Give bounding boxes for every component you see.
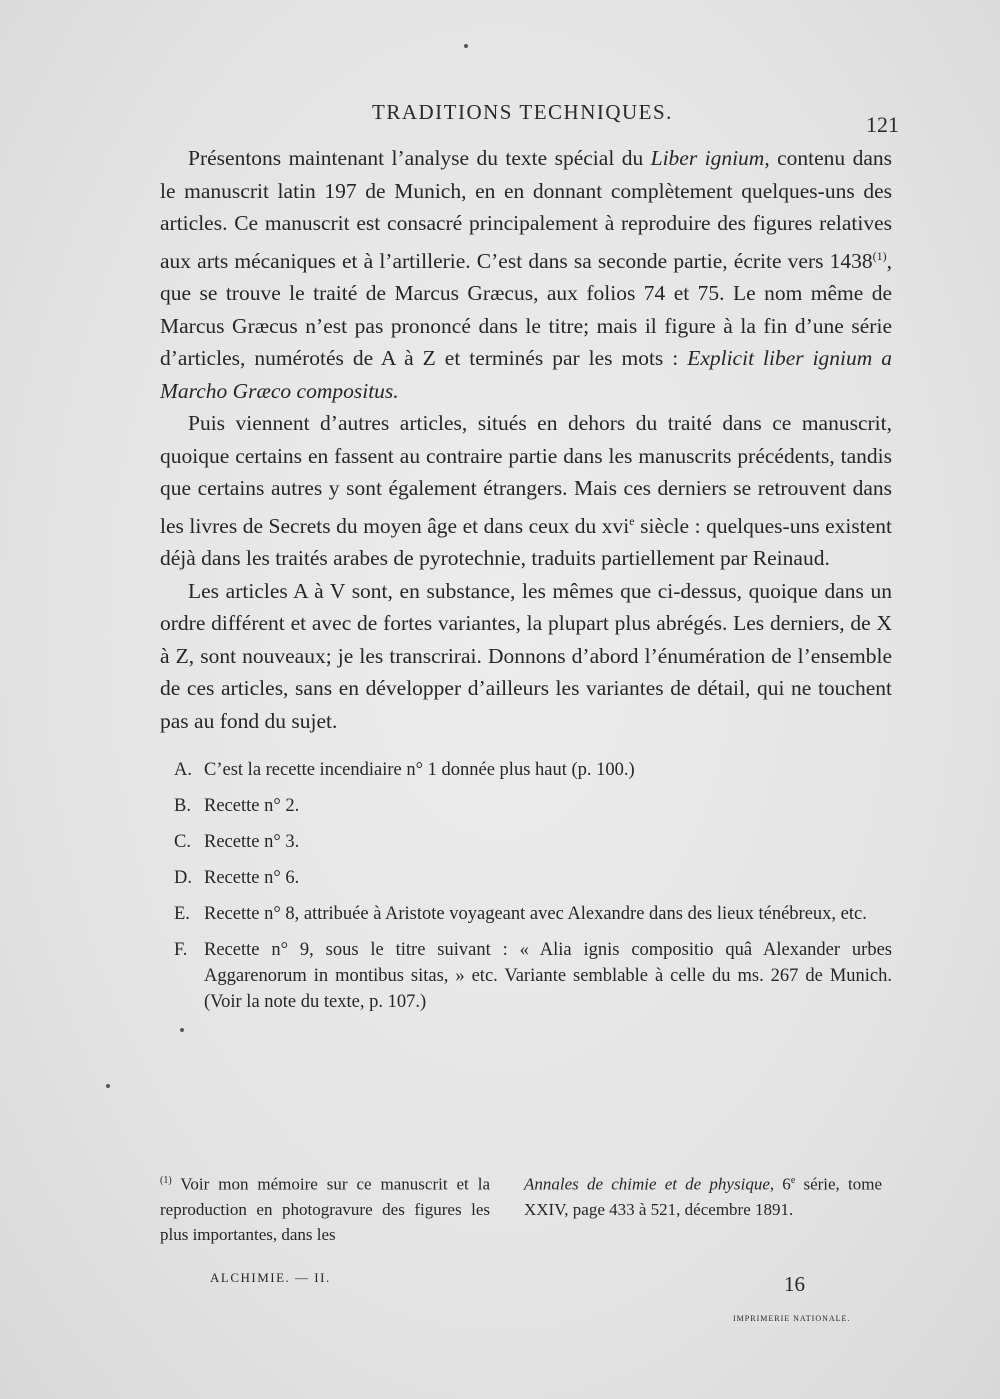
paragraph-2-text-a: Puis viennent d’autres articles, situés en dehors du traité dans ce manuscrit, quoique certains en fassent au contraire partie dans les manuscrits précédents, tandis que certains autres y sont également étrangers. Mais ces derniers se retrouvent dans les livres de Secrets du moyen âge et dans ceux du xvi bbox=[160, 411, 892, 538]
paragraph-3: Les articles A à V sont, en substance, les mêmes que ci-dessus, quoique dans un ordre différent et avec de fortes variantes, la plupart plus abrégés. Les derniers, de X à Z, sont nouveaux; je les transcrirai. Donnons d’abord l’énumération de l’ensemble de ces articles, sans en développer d’ailleurs les variantes de détail, qui ne touchent pas au fond du sujet. bbox=[160, 578, 892, 733]
list-item-letter: C. bbox=[174, 832, 191, 853]
ink-speck bbox=[180, 1028, 184, 1032]
footnote-right-text-a: , 6 bbox=[769, 1174, 791, 1194]
main-text bbox=[160, 142, 892, 1025]
list-item bbox=[160, 757, 892, 783]
list-item-letter: F. bbox=[174, 940, 188, 961]
list-item bbox=[160, 829, 892, 855]
list-item-letter: A. bbox=[174, 760, 192, 781]
list-item bbox=[160, 937, 892, 1015]
paragraph-1-text-a: Présentons maintenant l’analyse du texte spécial du bbox=[188, 146, 651, 170]
footnote-right-column bbox=[524, 1168, 882, 1222]
article-list bbox=[160, 757, 892, 1015]
list-item-text: Recette n° 9, sous le titre suivant : « Alia ignis compositio quâ Alexander urbes Aggarenorum in montibus sitas, » etc. Variante semblable à celle du ms. 267 de Munich. (Voir la note du texte, p. 107.) bbox=[204, 940, 892, 1013]
footnote-left-column bbox=[160, 1168, 490, 1247]
paragraph-2 bbox=[160, 407, 892, 575]
century-superscript: e bbox=[629, 513, 635, 528]
list-item bbox=[160, 793, 892, 819]
list-item-letter: D. bbox=[174, 868, 192, 889]
list-item-letter: E. bbox=[174, 904, 190, 925]
list-item-text: C’est la recette incendiaire n° 1 donnée plus haut (p. 100.) bbox=[204, 760, 635, 781]
paragraph-1-text-c: , que se trouve le traité de Marcus Græcus, aux folios 74 et 75. Le nom même de Marcus Græcus n’est pas prononcé dans le titre; mais il figure à la fin d’une série d’articles, numérotés de A à Z et terminés par les mots : bbox=[160, 248, 892, 371]
list-item bbox=[160, 865, 892, 891]
ink-speck bbox=[464, 44, 468, 48]
footnote-journal-title: Annales de chimie et de physique bbox=[524, 1174, 770, 1194]
printer-imprint: IMPRIMERIE NATIONALE. bbox=[733, 1314, 851, 1323]
footnote-reference: (1) bbox=[872, 248, 887, 263]
footnote-left-text: Voir mon mémoire sur ce manuscrit et la reproduction en photogravure des figures les plus importantes, dans les bbox=[160, 1174, 490, 1244]
footnote-right-text-b: série, tome XXIV, page 433 à 521, décembre 1891. bbox=[524, 1174, 882, 1219]
list-item-text: Recette n° 6. bbox=[204, 868, 300, 889]
list-item-text: Recette n° 3. bbox=[204, 832, 300, 853]
paragraph-1-text-b: , contenu dans le manuscrit latin 197 de Munich, en en donnant complètement quelques-uns des articles. Ce manuscrit est consacré principalement à reproduire des figures relatives aux arts mécaniques et à l’artillerie. C’est dans sa seconde partie, écrite vers 1438 bbox=[160, 146, 892, 273]
running-title: TRADITIONS TECHNIQUES. bbox=[372, 100, 673, 124]
footnote-marker: (1) bbox=[160, 1175, 172, 1186]
list-item-letter: B. bbox=[174, 796, 191, 817]
paragraph-1 bbox=[160, 142, 892, 407]
paragraph-1-italic-explicit: Explicit liber ignium a Marcho Græco compositus. bbox=[160, 346, 892, 403]
list-item-text: Recette n° 8, attribuée à Aristote voyageant avec Alexandre dans des lieux ténébreux, etc. bbox=[204, 904, 867, 925]
page-number: 121 bbox=[866, 112, 899, 137]
signature-mark: ALCHIMIE. — II. bbox=[210, 1270, 331, 1285]
paragraph-2-text-b: siècle : quelques-uns existent déjà dans les traités arabes de pyrotechnie, traduits partiellement par Reinaud. bbox=[160, 513, 892, 571]
footnote-series-superscript: e bbox=[790, 1175, 796, 1186]
signature-number: 16 bbox=[784, 1272, 805, 1296]
list-item bbox=[160, 901, 892, 927]
paragraph-1-italic-title: Liber ignium bbox=[650, 146, 765, 170]
ink-speck bbox=[106, 1084, 110, 1088]
list-item-text: Recette n° 2. bbox=[204, 796, 300, 817]
